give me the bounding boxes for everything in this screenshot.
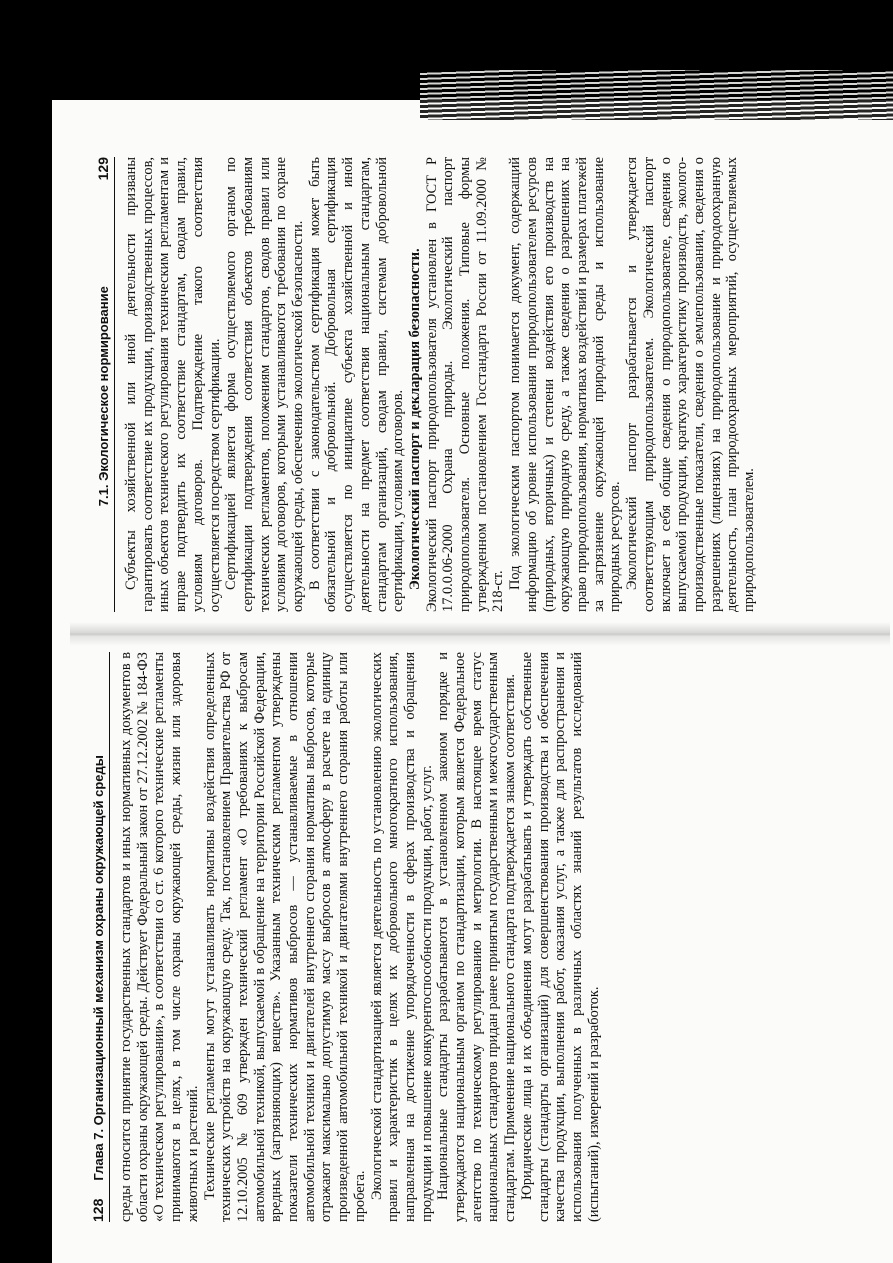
- running-head: Глава 7. Организационный механизм охраны окружающей среды: [91, 755, 106, 1181]
- paragraph: Юридические лица и их объединения могут разрабатывать и утверждать собственные стандарты (стандарты организаций) для совершенствования производства и обеспечения качества продукции, выполнения работ, оказания услуг, а также для распространения и использования полученных в различных областях знаний результатов исследований (испытаний), измерений и разработок.: [518, 652, 602, 1222]
- paragraph: среды относится принятие государственных стандартов и иных нормативных документов в области охраны окружающей среды. Действует Федеральный закон от 27.12.2002 № 184-ФЗ «О техническом регулировании», в соответствии со ст. 6 которого технические регламенты принимаются в целях, в том числе охраны окружающей среды, жизни или здоровья животных и растений.: [118, 652, 201, 1222]
- left-page-body: [118, 652, 602, 1222]
- right-page: [95, 157, 835, 612]
- paragraph: Субъекты хозяйственной или иной деятельности призваны гарантировать соответствие их продукции, производственных процессов, иных объектов технического регулирования техническим регламентам и вправе подтвердить их соответствие стандартам, сводам правил, условиям договоров. Подтверждение такого соответствия осуществляется посредством сертификации.: [123, 157, 223, 612]
- page-number: 128: [90, 1198, 106, 1222]
- paragraph: Экологической стандартизацией является деятельность по установлению экологических правил и характеристик в целях их добровольного многократного использования, направленная на достижение упорядоченности в сферах производства и обращения продукции и повышение конкурентоспособности продукции, работ, услуг.: [368, 652, 435, 1222]
- left-page-header: [90, 652, 110, 1222]
- paragraph: В соответствии с законодательством сертификация может быть обязательной и добровольной. Добровольная сертификация осуществляется по инициативе субъекта хозяйственной и иной деятельности на предмет соответствия национальным стандартам, стандартам организаций, сводам правил, системам добровольной сертификации, условиям договоров.: [306, 157, 407, 612]
- paragraph: Технические регламенты могут устанавливать нормативы воздействия определенных технических устройств на окружающую среду. Так, постановлением Правительства РФ от 12.10.2005 № 609 утвержден технический регламент «О требованиях к выбросам автомобильной техникой, выпускаемой в обращение на территории Российской Федерации, вредных (загрязняющих) веществ». Указанным техническим регламентом утверждены показатели технических нормативов выбросов — устанавливаемые в отношении автомобильной техники и двигателей внутреннего сгорания нормативы выбросов, которые отражают максимально допустимую массу выбросов в атмосферу в расчете на единицу произведенной автомобильной техникой и двигателями внутреннего сгорания работы или пробега.: [201, 652, 368, 1222]
- left-page: [90, 652, 810, 1222]
- running-head: 7.1. Экологическое нормирование: [96, 286, 111, 507]
- paragraph: Национальные стандарты разрабатываются в установленном законом порядке и утверждаются национальным органом по стандартизации, которым является Федеральное агентство по техническому регулированию и метрологии. В настоящее время статус национальных стандартов придан ранее принятым государственным и межгосударственным стандартам. Применение национального стандарта подтверждается знаком соответствия.: [435, 652, 519, 1222]
- page-edges: [420, 70, 893, 120]
- paragraph: Экологический паспорт разрабатывается и утверждается соответствующим природопользователем. Экологический паспорт включает в себя общие сведения о природопользователе, сведения о выпускаемой продукции, краткую характеристику производств, эколого-производственные показатели, сведения о землепользовании, сведения о разрешениях (лицензиях) на природопользование и природоохранную деятельность, план природоохранных мероприятий, осуществляемых природопользователем.: [624, 157, 758, 612]
- scan-edge-left: [0, 0, 52, 1263]
- right-page-header: [95, 157, 115, 612]
- right-page-body: [123, 157, 758, 612]
- paragraph: Сертификацией является форма осуществляемого органом по сертификации подтверждения соответствия объектов требованиям технических регламентов, положениям стандартов, сводов правил или условиям договоров, которыми устанавливаются требования по охране окружающей среды, обеспечению экологической безопасности.: [223, 157, 307, 612]
- paragraph: Под экологическим паспортом понимается документ, содержащий информацию об уровне использования природопользователем ресурсов (природных, вторичных) и степени воздействия его производств на окружающую природную среду, а также сведения о разрешениях на право природопользования, нормативах воздействий и размерах платежей за загрязнение окружающей природной среды и использование природных ресурсов.: [507, 157, 624, 612]
- section-heading: Экологический паспорт и декларация безопасности.: [406, 248, 423, 590]
- paragraph: Экологический паспорт природопользователя установлен в ГОСТ Р 17.0.0.06-2000 Охрана природы. Экологический паспорт природопользователя. Основные положения. Типовые формы утвержденном постановлением Госстандарта России от 11.09.2000 № 218-ст.: [423, 157, 507, 612]
- page-number: 129: [95, 157, 111, 181]
- book-gutter: [70, 622, 890, 646]
